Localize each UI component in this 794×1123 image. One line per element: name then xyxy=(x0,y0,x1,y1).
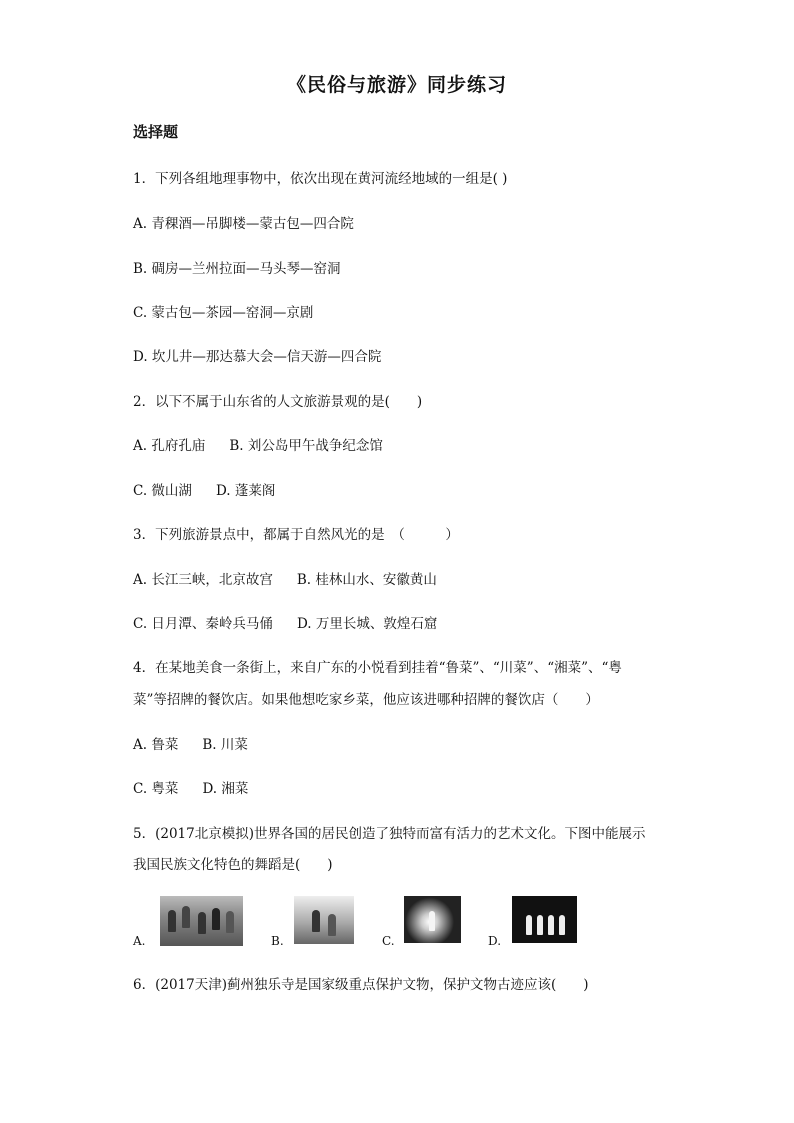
question-1-stem: 1．下列各组地理事物中，依次出现在黄河流经地域的一组是( ) xyxy=(133,171,508,187)
question-3-option-a[interactable]: A. 长江三峡，北京故宫 xyxy=(133,572,273,588)
question-4-stem-line-2: 菜”等招牌的餐饮店。如果他想吃家乡菜，他应该进哪种招牌的餐饮店（ ） xyxy=(133,692,599,708)
section-heading: 选择题 xyxy=(133,123,179,141)
question-1-option-a[interactable]: A. 青稞酒—吊脚楼—蒙古包—四合院 xyxy=(133,216,354,232)
question-5-stem-line-2: 我国民族文化特色的舞蹈是( ) xyxy=(133,857,333,873)
question-5-option-a[interactable]: A. xyxy=(133,934,146,948)
question-1-option-b[interactable]: B. 碉房—兰州拉面—马头琴—窑洞 xyxy=(133,261,341,277)
question-3-option-b[interactable]: B. 桂林山水、安徽黄山 xyxy=(296,572,437,588)
question-4-stem-line-1: 4．在某地美食一条街上，来自广东的小悦看到挂着“鲁菜”、“川菜”、“湘菜”、“粤 xyxy=(133,660,622,676)
question-1-option-d[interactable]: D. 坎儿井—那达慕大会—信天游—四合院 xyxy=(133,349,382,365)
question-5-image-options xyxy=(133,896,593,948)
question-5-stem-line-1: 5．(2017北京模拟)世界各国的居民创造了独特而富有活力的艺术文化。下图中能展示 xyxy=(133,826,646,842)
question-6-stem: 6．(2017天津)蓟州独乐寺是国家级重点保护文物，保护文物古迹应该( ) xyxy=(133,977,589,993)
question-1-option-c[interactable]: C. 蒙古包—茶园—窑洞—京剧 xyxy=(133,305,314,321)
question-2-options-row-1 xyxy=(133,434,383,454)
page-title: 《民俗与旅游》同步练习 xyxy=(286,74,507,96)
question-3-options-row-2 xyxy=(133,612,437,632)
question-4-option-a[interactable]: A. 鲁菜 xyxy=(133,737,179,753)
fan-dance-photo[interactable] xyxy=(294,896,354,944)
ethnic-dance-photo[interactable] xyxy=(160,896,243,946)
question-3-option-c[interactable]: C. 日月潭、秦岭兵马俑 xyxy=(133,616,273,632)
stage-dance-photo[interactable] xyxy=(404,896,461,943)
question-4-option-c[interactable]: C. 粤菜 xyxy=(133,781,179,797)
question-4-option-b[interactable]: B. 川菜 xyxy=(202,737,248,753)
question-5-option-c[interactable]: C. xyxy=(382,934,395,948)
question-2-option-b[interactable]: B. 刘公岛甲午战争纪念馆 xyxy=(229,438,383,454)
question-2-option-a[interactable]: A. 孔府孔庙 xyxy=(133,438,206,454)
ballet-photo[interactable] xyxy=(512,896,577,943)
question-3-stem: 3．下列旅游景点中，都属于自然风光的是 （ ） xyxy=(133,527,459,543)
question-2-stem: 2．以下不属于山东省的人文旅游景观的是( ) xyxy=(133,394,423,410)
question-5-option-b[interactable]: B. xyxy=(271,934,284,948)
question-2-option-d[interactable]: D. 蓬莱阁 xyxy=(215,483,276,499)
question-2-options-row-2 xyxy=(133,479,275,499)
question-2-option-c[interactable]: C. 微山湖 xyxy=(133,483,192,499)
question-4-options-row-1 xyxy=(133,733,248,753)
question-4-option-d[interactable]: D. 湘菜 xyxy=(202,781,249,797)
question-3-options-row-1 xyxy=(133,568,437,588)
question-5-option-d[interactable]: D. xyxy=(488,934,502,948)
question-3-option-d[interactable]: D. 万里长城、敦煌石窟 xyxy=(296,616,438,632)
question-4-options-row-2 xyxy=(133,777,248,797)
